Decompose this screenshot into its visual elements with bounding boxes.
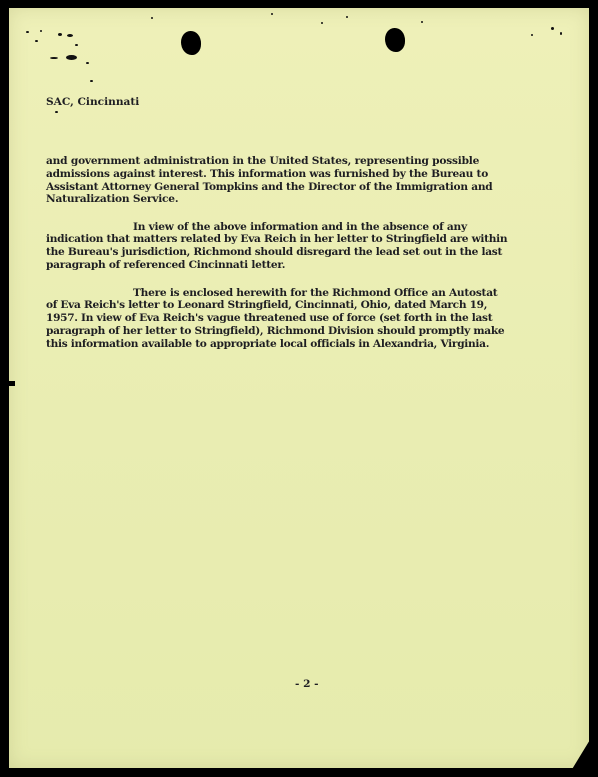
paragraph-line: indication that matters related by Eva Reich in her letter to Stringfield are within	[46, 233, 508, 245]
paragraph-line: Assistant Attorney General Tompkins and the Director of the Immigration and	[46, 181, 493, 193]
paragraph-line: the Bureau's jurisdiction, Richmond should disregard the lead set out in the last	[46, 246, 503, 258]
paragraph-line: In view of the above information and in the absence of any	[133, 221, 467, 233]
page-number: - 2 -	[295, 678, 319, 690]
paragraph-line: Naturalization Service.	[46, 193, 179, 205]
paragraph-line: this information available to appropriate local officials in Alexandria, Virginia.	[46, 338, 490, 350]
punch-hole-left	[181, 31, 201, 55]
paragraph-line: 1957. In view of Eva Reich's vague threatened use of force (set forth in the last	[46, 312, 493, 324]
paragraph-line: paragraph of referenced Cincinnati letter.	[46, 259, 286, 271]
paragraph-line: of Eva Reich's letter to Leonard Stringfield, Cincinnati, Ohio, dated March 19,	[46, 299, 488, 311]
document-page	[9, 8, 589, 768]
scan-edge-mark	[9, 381, 15, 386]
punch-hole-right	[385, 28, 405, 52]
paragraph-line: admissions against interest. This information was furnished by the Bureau to	[46, 168, 489, 180]
paragraph-line: There is enclosed herewith for the Richmond Office an Autostat	[133, 287, 498, 299]
paragraph-line: and government administration in the United States, representing possible	[46, 155, 480, 167]
paragraph-line: paragraph of her letter to Stringfield), Richmond Division should promptly make	[46, 325, 505, 337]
addressee: SAC, Cincinnati	[46, 96, 140, 108]
